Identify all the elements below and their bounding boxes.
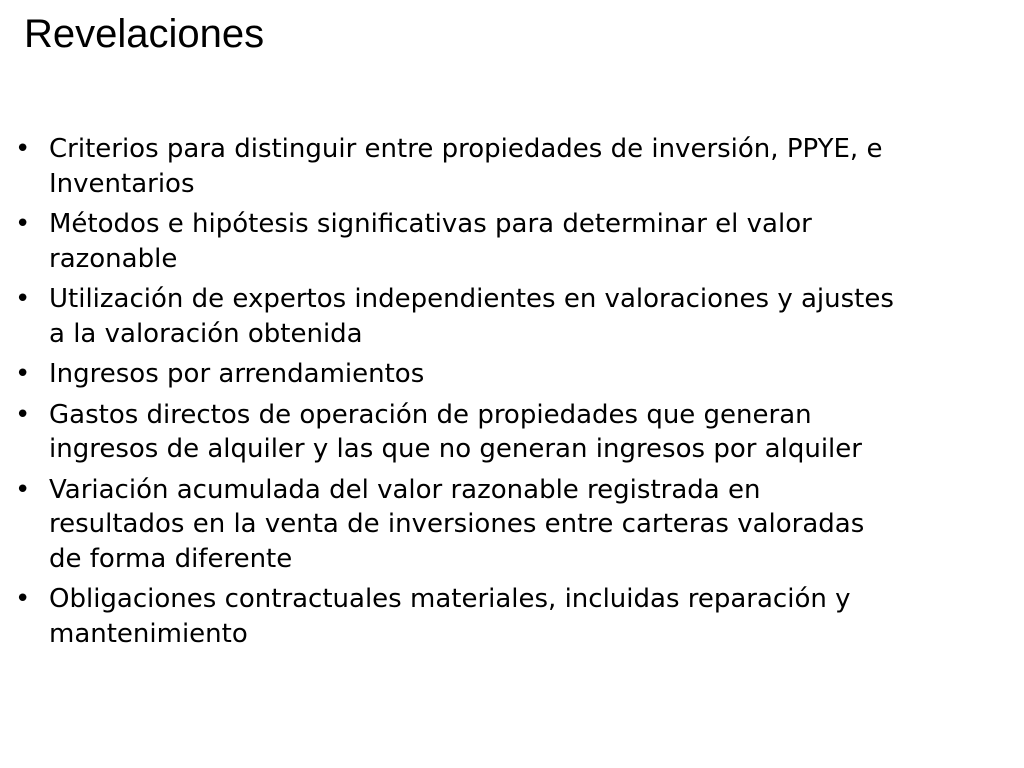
bullet-item bbox=[0, 582, 900, 651]
bullet-item bbox=[0, 357, 900, 392]
slide-title: Revelaciones bbox=[24, 12, 265, 56]
bullet-text: Obligaciones contractuales materiales, incluidas reparación y mantenimiento bbox=[49, 584, 851, 649]
bullet-text: Variación acumulada del valor razonable registrada en resultados en la venta de inversiones entre carteras valoradas de forma diferente bbox=[49, 474, 865, 574]
bullet-item bbox=[0, 282, 900, 351]
bullet-text: Gastos directos de operación de propiedades que generan ingresos de alquiler y las que no generan ingresos por alquiler bbox=[49, 399, 862, 464]
bullet-list bbox=[0, 132, 900, 657]
bullet-item bbox=[0, 207, 900, 276]
bullet-dot-icon: • bbox=[15, 284, 31, 314]
bullet-text: Utilización de expertos independientes en valoraciones y ajustes a la valoración obtenida bbox=[49, 284, 894, 349]
bullet-dot-icon: • bbox=[15, 134, 31, 164]
bullet-item bbox=[0, 398, 900, 467]
bullet-dot-icon: • bbox=[15, 209, 31, 239]
bullet-text: Criterios para distinguir entre propiedades de inversión, PPYE, e Inventarios bbox=[49, 134, 883, 199]
bullet-item bbox=[0, 473, 900, 577]
bullet-dot-icon: • bbox=[15, 584, 31, 614]
bullet-dot-icon: • bbox=[15, 399, 31, 430]
bullet-item bbox=[0, 132, 900, 201]
bullet-dot-icon: • bbox=[15, 359, 31, 389]
bullet-text: Ingresos por arrendamientos bbox=[49, 359, 425, 389]
bullet-text: Métodos e hipótesis significativas para determinar el valor razonable bbox=[49, 209, 812, 274]
bullet-dot-icon: • bbox=[15, 474, 31, 505]
